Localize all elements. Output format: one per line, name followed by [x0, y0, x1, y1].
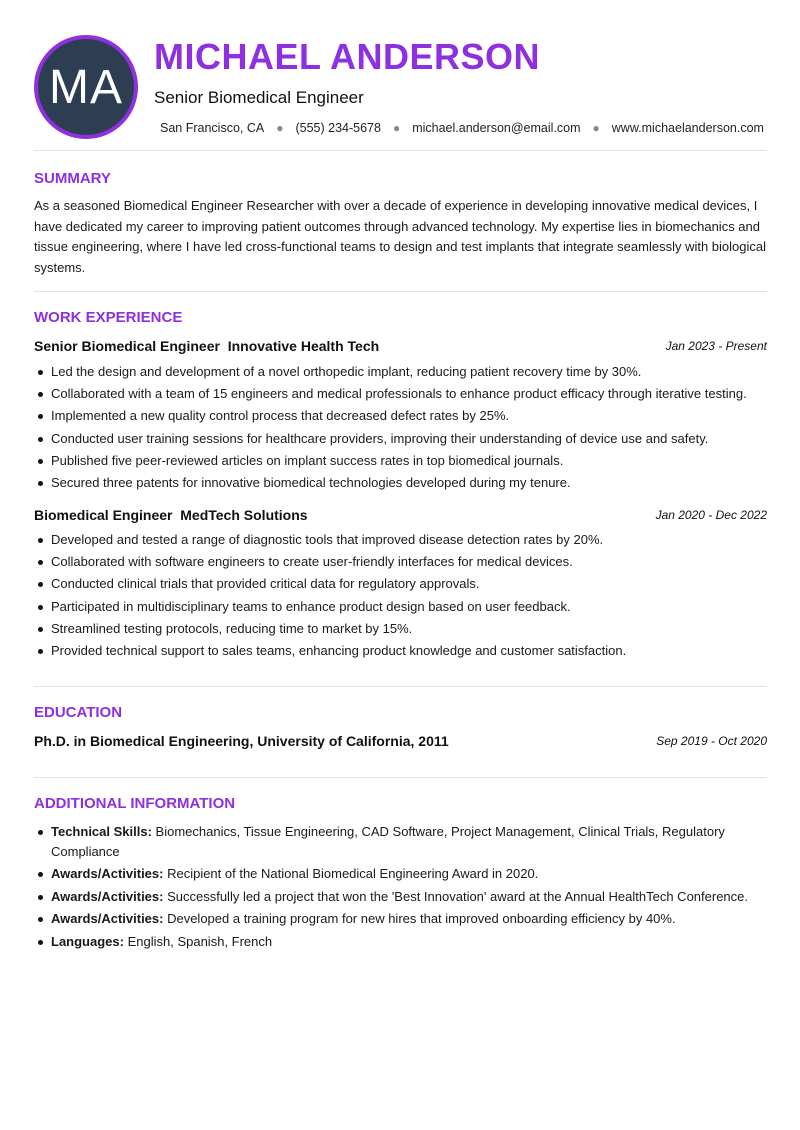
item-text: English, Spanish, French — [123, 933, 273, 949]
avatar — [34, 35, 138, 139]
list-item — [34, 822, 774, 861]
list-item — [34, 932, 774, 952]
job-title: Senior Biomedical Engineer Innovative Health Tech — [34, 338, 380, 354]
job-bullets — [34, 361, 774, 494]
item-label: Awards/Activities: — [51, 888, 164, 904]
contact-phone: (555) 234-5678 — [295, 121, 381, 135]
contact-bar — [160, 120, 764, 136]
job-dates: Jan 2020 - Dec 2022 — [655, 508, 767, 522]
list-item: Secured three patents for innovative biomedical technologies developed during my tenure. — [34, 472, 774, 494]
list-item: Conducted clinical trials that provided critical data for regulatory approvals. — [34, 573, 774, 595]
avatar-initials: MA — [49, 60, 123, 114]
education-entry — [34, 733, 767, 749]
candidate-name: MICHAEL ANDERSON — [154, 36, 541, 77]
divider — [34, 686, 767, 687]
item-text: Successfully led a project that won the 'Best Innovation' award at the Annual HealthTech Conference. — [163, 888, 749, 904]
contact-location: San Francisco, CA — [160, 121, 265, 135]
list-item — [34, 909, 774, 929]
item-label: Technical Skills: — [51, 824, 152, 839]
divider — [34, 291, 767, 292]
education-dates: Sep 2019 - Oct 2020 — [656, 734, 767, 748]
summary-heading: SUMMARY — [34, 170, 111, 187]
list-item — [34, 887, 774, 907]
list-item: Collaborated with a team of 15 engineers and medical professionals to enhance product efficacy through iterative testing. — [34, 383, 774, 405]
job-bullets — [34, 529, 774, 662]
list-item — [34, 864, 774, 884]
list-item: Published five peer-reviewed articles on implant success rates in top biomedical journals. — [34, 450, 774, 472]
separator-dot-icon: ● — [592, 121, 600, 135]
job-header — [34, 337, 767, 355]
additional-list — [34, 822, 774, 954]
list-item: Led the design and development of a novel orthopedic implant, reducing patient recovery time by 30%. — [34, 361, 774, 383]
list-item: Conducted user training sessions for healthcare providers, improving their understanding of device use and safety. — [34, 428, 774, 450]
item-text: Biomechanics, Tissue Engineering, CAD Software, Project Management, Clinical Trials, Regulatory Compliance — [51, 824, 725, 859]
job-header — [34, 506, 767, 524]
list-item: Provided technical support to sales teams, enhancing product knowledge and customer satisfaction. — [34, 640, 774, 662]
experience-heading: WORK EXPERIENCE — [34, 309, 183, 326]
item-label: Awards/Activities: — [51, 911, 164, 926]
separator-dot-icon: ● — [276, 121, 284, 135]
item-label: Awards/Activities: — [51, 866, 164, 881]
divider — [34, 777, 767, 778]
contact-email[interactable]: michael.anderson@email.com — [412, 121, 581, 135]
list-item: Collaborated with software engineers to create user-friendly interfaces for medical devices. — [34, 551, 774, 573]
list-item: Developed and tested a range of diagnostic tools that improved disease detection rates by 20%. — [34, 529, 774, 551]
list-item: Implemented a new quality control process that decreased defect rates by 25%. — [34, 405, 774, 427]
education-heading: EDUCATION — [34, 704, 123, 721]
job-title: Biomedical Engineer MedTech Solutions — [34, 507, 308, 523]
job-dates: Jan 2023 - Present — [665, 339, 767, 353]
education-degree: Ph.D. in Biomedical Engineering, University of California, 2011 — [34, 733, 449, 749]
additional-heading: ADDITIONAL INFORMATION — [34, 795, 236, 812]
item-text: Developed a training program for new hires that improved onboarding efficiency by 40%. — [163, 911, 676, 926]
contact-website[interactable]: www.michaelanderson.com — [611, 121, 764, 135]
separator-dot-icon: ● — [392, 121, 401, 135]
item-text: Recipient of the National Biomedical Engineering Award in 2020. — [163, 866, 539, 881]
divider — [34, 150, 767, 151]
candidate-title: Senior Biomedical Engineer — [154, 88, 364, 107]
item-label: Languages: — [51, 933, 124, 949]
list-item: Participated in multidisciplinary teams to enhance product design based on user feedback. — [34, 596, 774, 618]
summary-text: As a seasoned Biomedical Engineer Researcher with over a decade of experience in developing innovative medical devices, I have dedicated my career to improving patient outcomes through advanced technology. My expertise lies in biomechanics and tissue engineering, where I have led cross-functional teams to design and test implants that integrate seamlessly with biological systems. — [34, 198, 767, 275]
list-item: Streamlined testing protocols, reducing time to market by 15%. — [34, 618, 774, 640]
